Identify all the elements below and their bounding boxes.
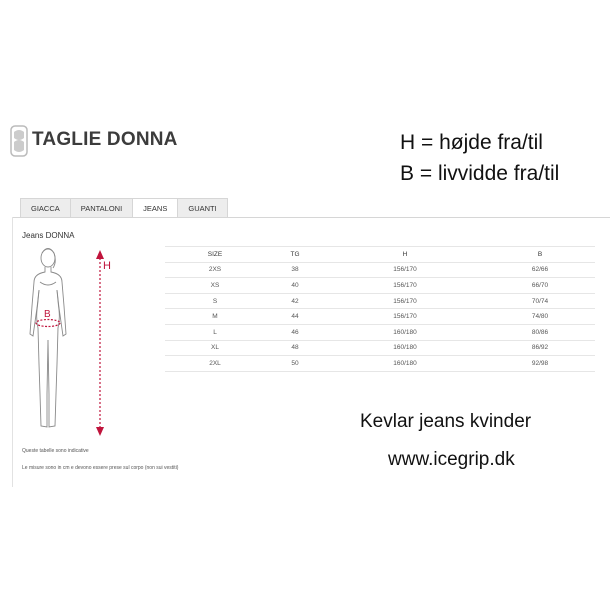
cell-b: 66/70	[485, 278, 595, 294]
table-row	[165, 262, 595, 278]
cell-size: XL	[165, 340, 265, 356]
cell-tg: 44	[265, 309, 325, 325]
cell-h: 160/180	[325, 324, 485, 340]
table-row	[165, 340, 595, 356]
cell-b: 74/80	[485, 309, 595, 325]
tab-jeans[interactable]: JEANS	[132, 198, 178, 218]
cell-tg: 48	[265, 340, 325, 356]
rider-logo-icon	[10, 124, 28, 158]
promo-product: Kevlar jeans kvinder	[360, 411, 532, 432]
header-b: B	[485, 247, 595, 263]
cell-tg: 50	[265, 356, 325, 372]
cell-h: 160/180	[325, 340, 485, 356]
tab-giacca[interactable]: GIACCA	[20, 198, 71, 218]
cell-tg: 42	[265, 293, 325, 309]
table-header-row	[165, 247, 595, 263]
footnote-measurements: Le misure sono in cm e devono essere prese sul corpo (non sui vestiti)	[22, 465, 179, 471]
figure-b-label: B	[44, 309, 51, 320]
table-row	[165, 324, 595, 340]
cell-h: 156/170	[325, 293, 485, 309]
cell-tg: 40	[265, 278, 325, 294]
female-silhouette-icon	[26, 244, 116, 444]
cell-size: L	[165, 324, 265, 340]
cell-b: 92/98	[485, 356, 595, 372]
size-tabs	[20, 198, 227, 218]
cell-size: 2XL	[165, 356, 265, 372]
cell-h: 156/170	[325, 309, 485, 325]
section-title: Jeans DONNA	[22, 231, 75, 240]
figure-h-label: H	[103, 260, 111, 272]
legend-waist: B = livvidde fra/til	[400, 162, 560, 185]
cell-size: 2XS	[165, 262, 265, 278]
tab-guanti[interactable]: GUANTI	[177, 198, 227, 218]
cell-b: 70/74	[485, 293, 595, 309]
cell-tg: 38	[265, 262, 325, 278]
legend-height: H = højde fra/til	[400, 131, 543, 154]
tab-pantaloni[interactable]: PANTALONI	[70, 198, 133, 218]
cell-b: 80/86	[485, 324, 595, 340]
promo-website-link[interactable]: www.icegrip.dk	[388, 449, 515, 470]
header-h: H	[325, 247, 485, 263]
header-tg: TG	[265, 247, 325, 263]
brand-title: TAGLIE DONNA	[32, 129, 178, 150]
panel-border	[12, 217, 13, 487]
cell-size: S	[165, 293, 265, 309]
cell-b: 86/92	[485, 340, 595, 356]
table-row	[165, 278, 595, 294]
cell-size: M	[165, 309, 265, 325]
cell-h: 156/170	[325, 278, 485, 294]
size-table	[165, 246, 595, 372]
tab-divider	[12, 217, 610, 218]
cell-tg: 46	[265, 324, 325, 340]
cell-h: 160/180	[325, 356, 485, 372]
table-row	[165, 309, 595, 325]
cell-h: 156/170	[325, 262, 485, 278]
table-row	[165, 356, 595, 372]
header-size: SIZE	[165, 247, 265, 263]
footnote-indicative: Queste tabelle sono indicative	[22, 448, 89, 454]
table-row	[165, 293, 595, 309]
cell-b: 62/66	[485, 262, 595, 278]
cell-size: XS	[165, 278, 265, 294]
